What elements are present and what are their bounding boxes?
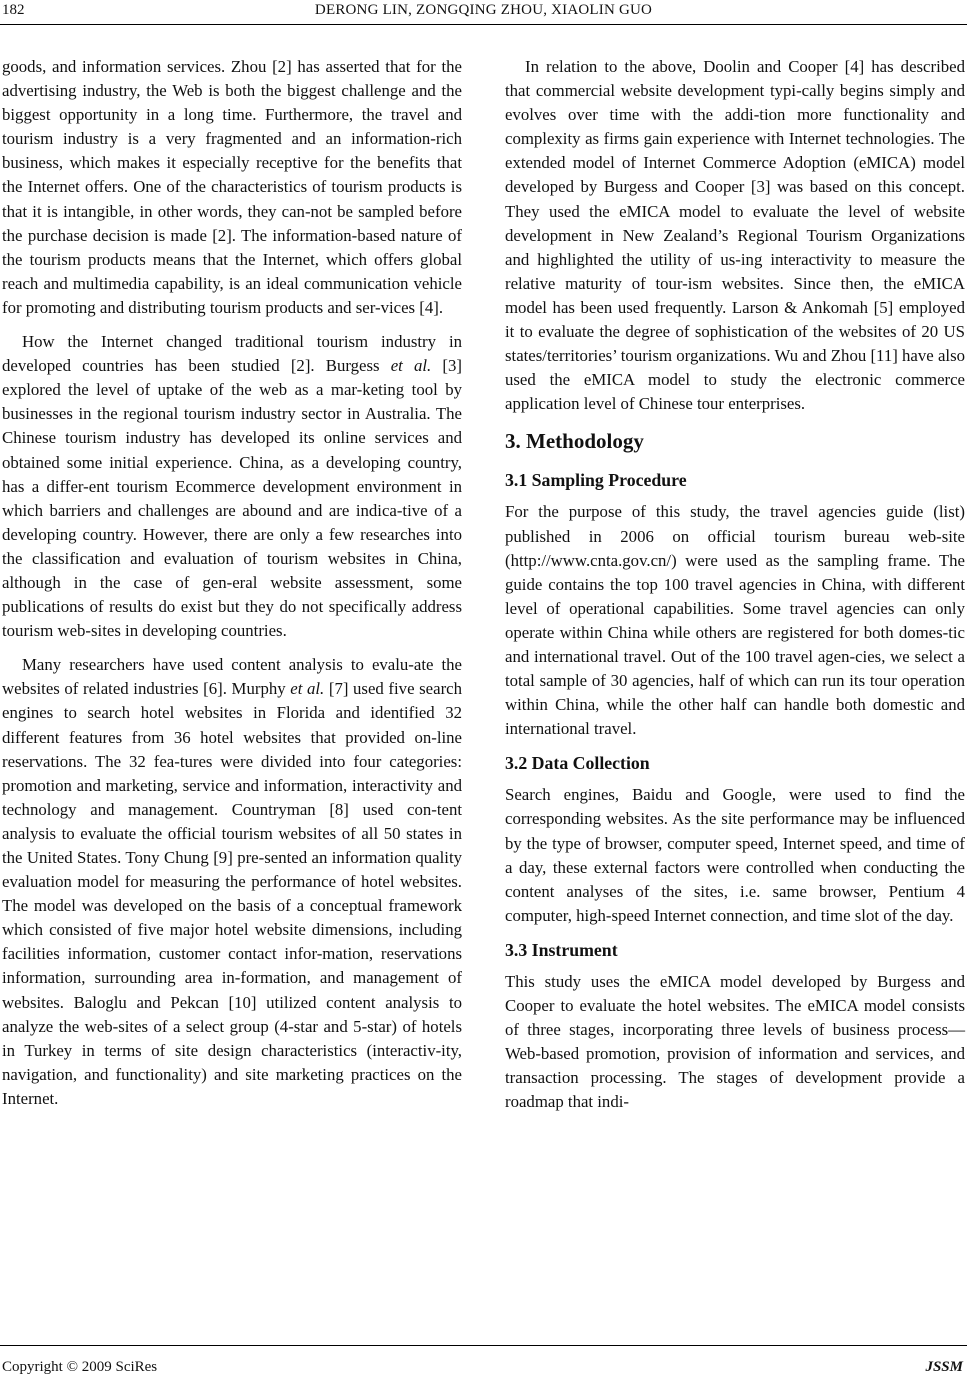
page-header — [0, 0, 967, 26]
subsection-heading-instrument: 3.3 Instrument — [505, 939, 618, 960]
text-run: [7] used five search engines to search hotel websites in Florida and identified 32 different features from 36 hotel websites that provided on-line reservations. The 32 fea-tures were divided into four categories: promotion and marketing, service and information, interactivity and technology and management. Countryman [8] used con-tent analysis to evaluate the official tourism websites of all 50 states in the United States. Tony Chung [9] pre-sented an information quality evaluation model for measuring the performance of hotel websites. The model was developed on the basis of a conceptual framework which consisted of five major hotel website dimensions, including facilities information, customer contact infor-mation, reservations information, surrounding area in-formation, and management of websites. Baloglu and Pekcan [10] utilized content analysis to analyze the web-sites of a select group (4-star and 5-star) of hotels in Turkey in terms of site design characteristics (interactiv-ity, navigation, and functionality) and site marketing practices on the Internet. — [2, 679, 462, 1108]
text-run: How the Internet changed traditional tourism industry in developed countries has been studied [2]. Burgess — [2, 332, 462, 376]
subsection-heading-data-collection: 3.2 Data Collection — [505, 753, 650, 774]
right-column — [505, 55, 965, 1124]
copyright-notice: Copyright © 2009 SciRes — [2, 1359, 158, 1375]
footer-rule — [0, 1345, 967, 1346]
text-run: Many researchers have used content analysis to evalu-ate the websites of related industries [6]. Murphy — [2, 655, 462, 699]
paragraph: For the purpose of this study, the travel agencies guide (list) published in 2006 on official tourism bureau web-site (http://www.cnta.gov.cn/) were used as the sampling frame. The guide contains the top 100 travel agencies in China, with different level of operational capabilities. Some travel agencies can only operate within China while others are registered for both domes-tic and international travel. Out of the 100 travel agen-cies, we select a total sample of 30 agencies, half of which can run its tour operation within China, while the other half can handle both domestic and international travel. — [505, 502, 965, 739]
paragraph: goods, and information services. Zhou [2] has asserted that for the advertising industry, the Web is both the biggest challenge and the biggest opportunity in a long time. Furthermore, the travel and tourism industry is a very fragmented and an information-rich business, which makes it especially receptive for the benefits that the Internet offers. One of the characteristics of tourism products is that it is intangible, in other words, they can-not be sampled before the purchase decision is made [2]. The information-based nature of the tourism products means that the Internet, which offers global reach and multimedia capability, is an ideal communication vehicle for promoting and distributing tourism products and ser-vices [4]. — [2, 57, 462, 317]
header-rule — [0, 24, 967, 25]
italic-et-al: et al. — [290, 679, 325, 699]
paragraph: This study uses the eMICA model developed by Burgess and Cooper to evaluate the hotel websites. The eMICA model consists of three stages, incorporating three levels of business process—Web-based promotion, provision of information and services, and transaction processing. The stages of development provide a roadmap that indi- — [505, 971, 965, 1112]
text-run: [3] explored the level of uptake of the web as a mar-keting tool by businesses in the regional tourism industry sector in Australia. The Chinese tourism industry has developed its online services and obtained some initial experience. China, as a developing country, has a differ-ent tourism Ecommerce development environment in which barriers and challenges are abound and are indica-tive of a developing country. However, there are only a few researches into the classification and evaluation of tourism websites in China, although in the case of gen-eral website assessment, some publications of results do exist but they do not specifically address tourism web-sites in developing countries. — [2, 356, 462, 641]
page-number: 182 — [2, 2, 25, 18]
italic-et-al: et al. — [390, 356, 432, 376]
paragraph: In relation to the above, Doolin and Cooper [4] has described that commercial website development typi-cally begins simply and evolves over time with the addi-tion more functionality and complexity as firms gain experience with Internet technologies. The extended model of Internet Commerce Adoption (eMICA) model developed by Burgess and Cooper [3] was based on this concept. They used the eMICA model to evaluate the level of website development in New Zealand’s Regional Tourism Organizations and highlighted the utility of us-ing interactivity to measure the relative maturity of tour-ism websites. Since then, the eMICA model has been used frequently. Larson & Ankomah [5] employed it to evaluate the degree of sophistication of the websites of 20 US states/territories’ tourism organizations. Wu and Zhou [11] have also used the eMICA model to study the electronic commerce application level of Chinese tour enterprises. — [505, 57, 965, 414]
paragraph — [2, 330, 462, 643]
page-footer — [0, 1345, 967, 1386]
running-head-authors: DERONG LIN, ZONGQING ZHOU, XIAOLIN GUO — [314, 2, 653, 18]
section-heading-methodology: 3. Methodology — [505, 429, 644, 454]
paragraph — [2, 653, 462, 1111]
subsection-heading-sampling: 3.1 Sampling Procedure — [505, 470, 687, 491]
journal-abbreviation: JSSM — [925, 1359, 963, 1375]
left-column — [2, 55, 462, 1121]
paragraph: Search engines, Baidu and Google, were used to find the corresponding websites. As the site performance may be influenced by the type of browser, computer speed, Internet speed, and time of a day, these external factors were controlled when conducting the content analyses of the sites, i.e. same browser, Pentium 4 computer, high-speed Internet connection, and time slot of the day. — [505, 785, 965, 925]
